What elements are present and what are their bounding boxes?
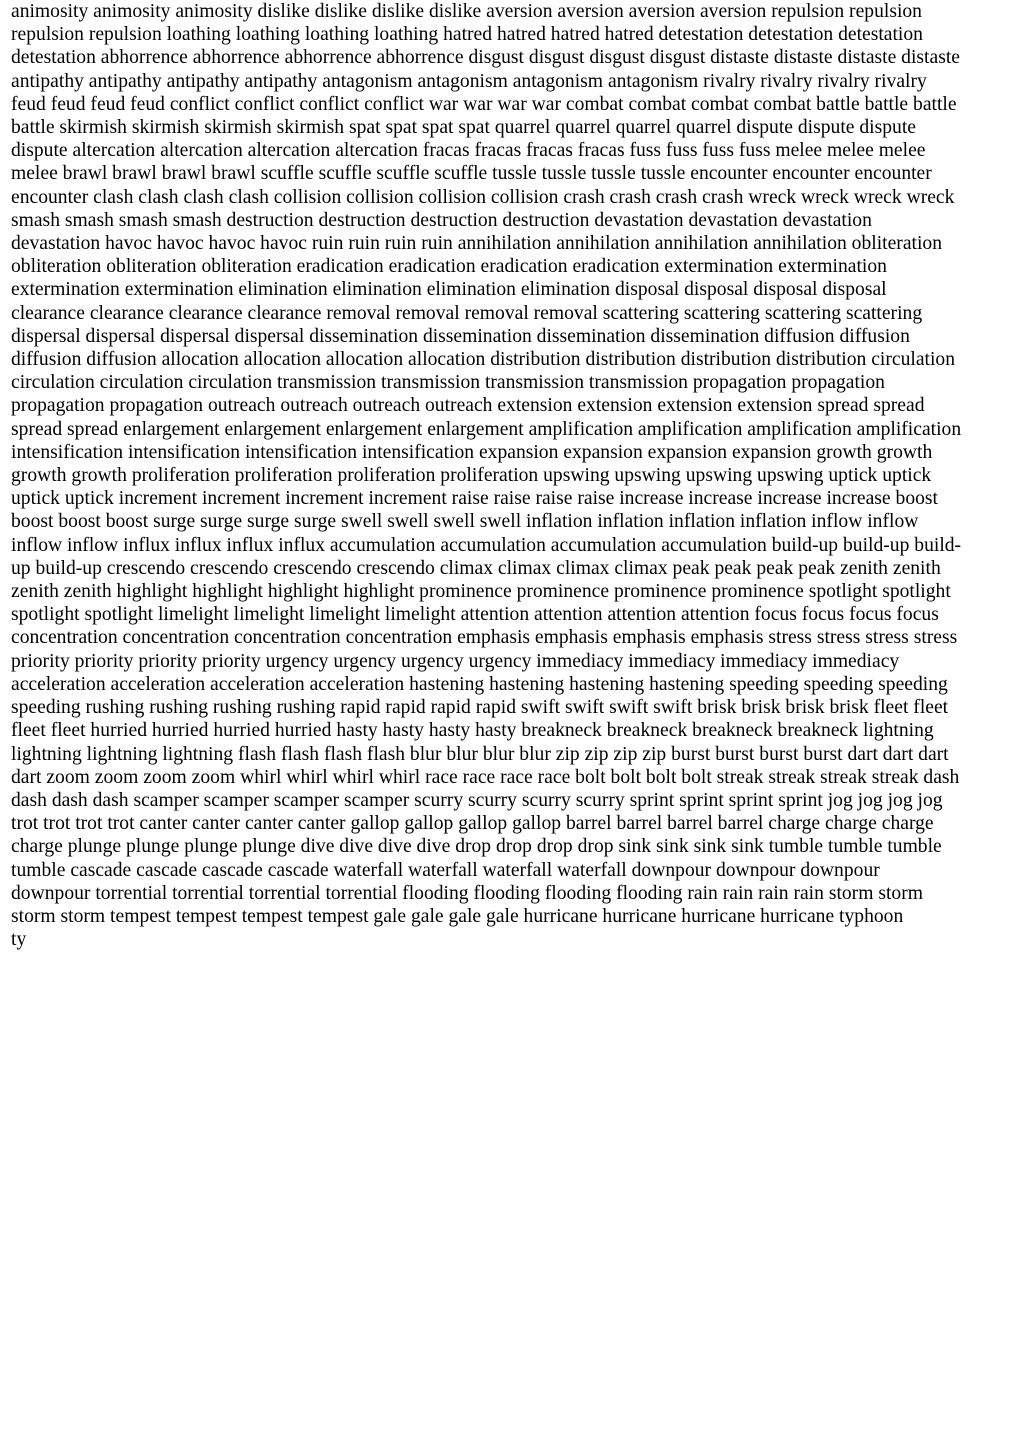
text-line: repulsion repulsion loathing loathing loathing loathing hatred hatred hatred hatred detestation detestation detestation (11, 24, 923, 46)
text-line: clearance clearance clearance clearance removal removal removal removal scattering scattering scattering scattering (11, 302, 923, 324)
text-line: storm storm tempest tempest tempest tempest gale gale gale gale hurricane hurricane hurricane hurricane typhoon (11, 905, 904, 927)
text-line: speeding rushing rushing rushing rushing rapid rapid rapid rapid swift swift swift swift brisk brisk brisk brisk fleet fleet (11, 697, 949, 719)
text-line: obliteration obliteration obliteration eradication eradication eradication eradication extermination extermination (11, 256, 887, 278)
text-line: extermination extermination elimination elimination elimination elimination disposal disposal disposal disposal (11, 279, 887, 301)
text-line: dart zoom zoom zoom zoom whirl whirl whirl whirl race race race race bolt bolt bolt bolt streak streak streak streak dash (11, 766, 960, 788)
text-line: encounter clash clash clash clash collision collision collision collision crash crash crash crash wreck wreck wreck wreck (11, 186, 955, 208)
body-text (11, 0, 1016, 951)
text-line: circulation circulation circulation transmission transmission transmission transmission propagation propagation (11, 372, 885, 394)
text-line: propagation propagation outreach outreach outreach outreach extension extension extension extension spread spread (11, 395, 925, 417)
text-line: uptick uptick increment increment increment increment raise raise raise raise increase increase increase increase boost (11, 488, 938, 510)
text-line: antipathy antipathy antipathy antipathy antagonism antagonism antagonism antagonism rivalry rivalry rivalry rivalry (11, 70, 927, 92)
text-line: fleet fleet hurried hurried hurried hurried hasty hasty hasty hasty breakneck breakneck breakneck breakneck lightning (11, 720, 934, 742)
text-line: intensification intensification intensification intensification expansion expansion expansion expansion growth growth (11, 441, 933, 463)
text-line: smash smash smash smash destruction destruction destruction destruction devastation devastation devastation (11, 209, 872, 231)
text-line: acceleration acceleration acceleration acceleration hastening hastening hastening hastening speeding speeding speeding (11, 673, 948, 695)
text-line: melee brawl brawl brawl brawl scuffle scuffle scuffle scuffle tussle tussle tussle tussle encounter encounter encounter (11, 163, 932, 185)
text-line: spread spread enlargement enlargement enlargement enlargement amplification amplification amplification amplification (11, 418, 962, 440)
text-line: concentration concentration concentration concentration emphasis emphasis emphasis emphasis stress stress stress stress (11, 627, 958, 649)
text-line: inflow inflow influx influx influx influx accumulation accumulation accumulation accumulation build-up build-up build- (11, 534, 962, 556)
text-line: lightning lightning lightning flash flash flash flash blur blur blur blur zip zip zip zip burst burst burst burst dart dart dart (11, 743, 949, 765)
text-line: animosity animosity animosity dislike dislike dislike dislike aversion aversion aversion aversion repulsion repulsion (11, 1, 922, 22)
text-line: diffusion diffusion allocation allocation allocation allocation distribution distribution distribution distribution circulation (11, 349, 955, 371)
text-line: up build-up crescendo crescendo crescendo crescendo climax climax climax climax peak peak peak peak zenith zenith (11, 557, 941, 579)
text-line: zenith zenith highlight highlight highlight highlight prominence prominence prominence prominence spotlight spotlight (11, 581, 951, 603)
text-line: dispersal dispersal dispersal dispersal dissemination dissemination dissemination dissemination diffusion diffusion (11, 325, 910, 347)
text-line: boost boost boost surge surge surge surge swell swell swell swell inflation inflation inflation inflation inflow inflow (11, 511, 919, 533)
text-line: charge plunge plunge plunge plunge dive dive dive dive drop drop drop drop sink sink sink sink tumble tumble tumble (11, 836, 942, 858)
text-line: detestation abhorrence abhorrence abhorrence abhorrence disgust disgust disgust disgust distaste distaste distaste distaste (11, 47, 960, 69)
text-line: dash dash dash scamper scamper scamper scamper scurry scurry scurry scurry sprint sprint sprint sprint jog jog jog jog (11, 789, 943, 811)
text-line: dispute altercation altercation altercation altercation fracas fracas fracas fracas fuss fuss fuss fuss melee melee melee (11, 140, 926, 162)
text-line: battle skirmish skirmish skirmish skirmish spat spat spat spat quarrel quarrel quarrel quarrel dispute dispute dispute (11, 117, 916, 139)
text-line: ty (11, 929, 27, 951)
text-line: growth growth proliferation proliferation proliferation proliferation upswing upswing upswing upswing uptick uptick (11, 465, 932, 487)
text-line: trot trot trot trot canter canter canter canter gallop gallop gallop gallop barrel barrel barrel barrel charge charge charge (11, 813, 934, 835)
text-line: tumble cascade cascade cascade cascade waterfall waterfall waterfall waterfall downpour downpour downpour (11, 859, 880, 881)
text-line: priority priority priority priority urgency urgency urgency urgency immediacy immediacy immediacy immediacy (11, 650, 900, 672)
text-line: spotlight spotlight limelight limelight limelight limelight attention attention attention attention focus focus focus focus (11, 604, 939, 626)
text-line: downpour torrential torrential torrential torrential flooding flooding flooding flooding rain rain rain rain storm storm (11, 882, 923, 904)
text-line: feud feud feud feud conflict conflict conflict conflict war war war war combat combat combat combat battle battle battle (11, 93, 957, 115)
text-line: devastation havoc havoc havoc havoc ruin ruin ruin ruin annihilation annihilation annihilation annihilation obliteration (11, 233, 943, 255)
